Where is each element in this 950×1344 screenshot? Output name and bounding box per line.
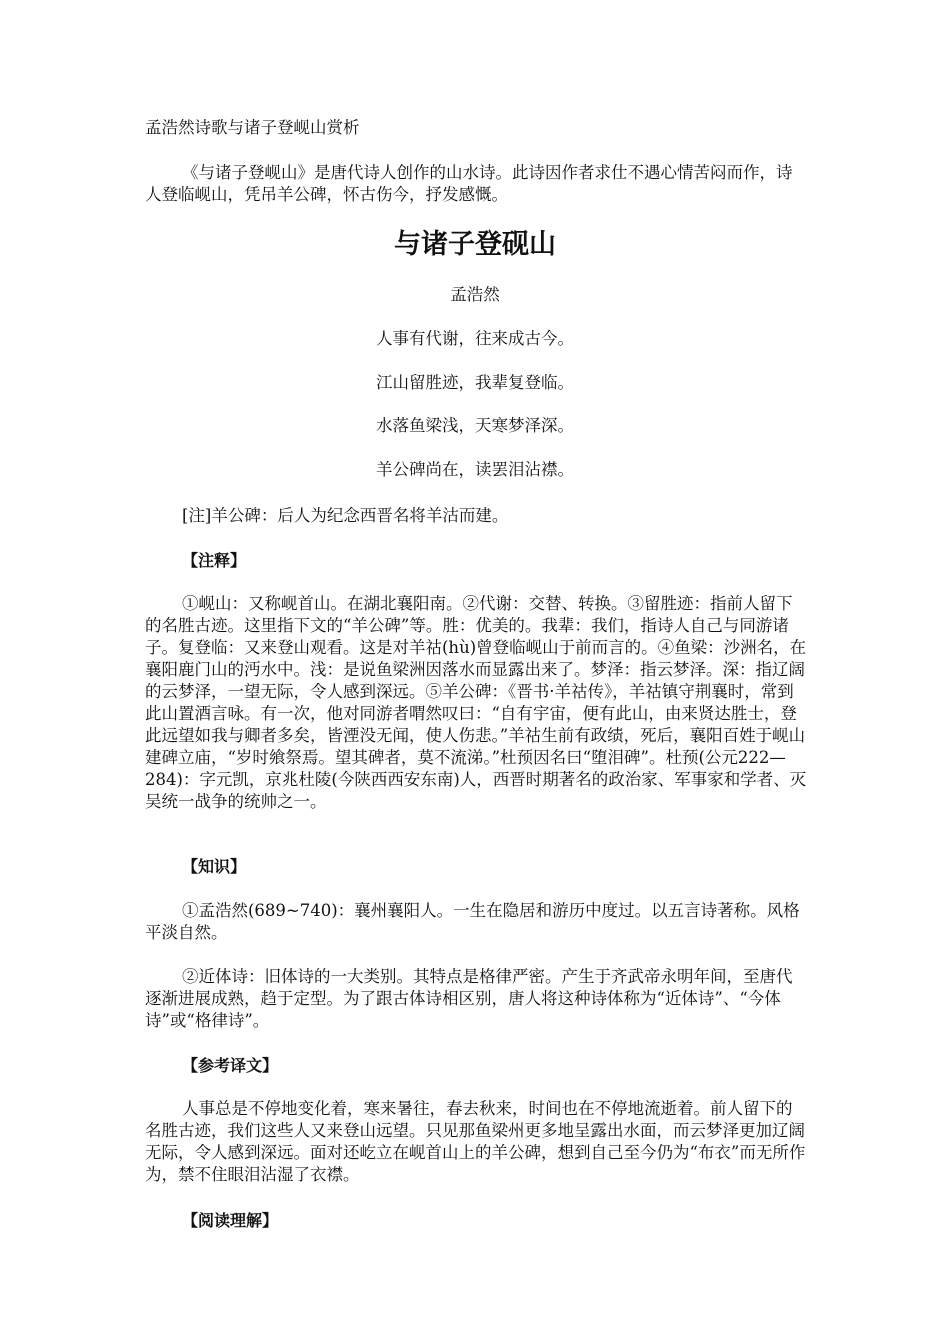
poem-line-1: 人事有代谢，往来成古今。 <box>376 329 574 348</box>
poem-line-4: 羊公碑尚在，读罢泪沾襟。 <box>376 460 574 479</box>
knowledge-item-2: ②近体诗：旧体诗的一大类别。其特点是格律严密。产生于齐武帝永明年间，至唐代逐渐进展成熟，趋于定型。为了跟古体诗相区别，唐人将这种诗体称为“近体诗”、“今体诗”或“格律诗”。 <box>145 967 793 1030</box>
translation-text: 人事总是不停地变化着，寒来暑往，春去秋来，时间也在不停地流逝着。前人留下的名胜古迹，我们这些人又来登山远望。只见那鱼梁州更多地呈露出水面，而云梦泽更加辽阔无际，令人感到深远。面对还屹立在岘首山上的羊公碑，想到自己至今仍为“布衣”而无所作为，禁不住眼泪沾湿了衣襟。 <box>145 1099 806 1184</box>
annotations-text: ①岘山：又称岘首山。在湖北襄阳南。②代谢：交替、转换。③留胜迹：指前人留下的名胜古迹。这里指下文的“羊公碑”等。胜：优美的。我辈：我们，指诗人自己与同游诸子。复登临：又来登山观看。这是对羊祜(hù)曾登临岘山于前而言的。④鱼梁：沙洲名，在襄阳鹿门山的沔水中。浅：是说鱼梁洲因落水而显露出来了。梦泽：指云梦泽。深：指辽阔的云梦泽，一望无际，令人感到深远。⑤羊公碑：《晋书·羊祜传》，羊祜镇守荆襄时，常到此山置酒言咏。有一次，他对同游者喟然叹曰：“自有宇宙，便有此山，由来贤达胜士，登此远望如我与卿者多矣，皆湮没无闻，使人伤悲。”羊祜生前有政绩，死后，襄阳百姓于岘山建碑立庙，“岁时飨祭焉。望其碑者，莫不流涕。”杜预因名曰“堕泪碑”。杜预(公元222—284)：字元凯，京兆杜陵(今陕西西安东南)人，西晋时期著名的政治家、军事家和学者、灭吴统一战争的统帅之一。 <box>145 594 807 811</box>
poem-line-3: 水落鱼梁浅，天寒梦泽深。 <box>376 416 574 435</box>
annotations-heading: 【注释】 <box>182 551 247 570</box>
reading-heading: 【阅读理解】 <box>182 1211 279 1230</box>
document-title: 孟浩然诗歌与诸子登岘山赏析 <box>145 118 360 137</box>
knowledge-item-1: ①孟浩然(689~740)：襄州襄阳人。一生在隐居和游历中度过。以五言诗著称。风格平淡自然。 <box>145 901 800 942</box>
poem-title: 与诸子登砚山 <box>394 229 556 260</box>
intro-paragraph: 《与诸子登岘山》是唐代诗人创作的山水诗。此诗因作者求仕不遇心情苦闷而作，诗人登临岘山，凭吊羊公碑，怀古伤今，抒发感慨。 <box>145 163 793 204</box>
translation-heading: 【参考译文】 <box>182 1056 279 1075</box>
knowledge-heading: 【知识】 <box>182 857 247 876</box>
poem-note: [注]羊公碑：后人为纪念西晋名将羊沽而建。 <box>182 506 509 525</box>
poem-author: 孟浩然 <box>450 285 500 304</box>
poem-line-2: 江山留胜迹，我辈复登临。 <box>376 373 574 392</box>
